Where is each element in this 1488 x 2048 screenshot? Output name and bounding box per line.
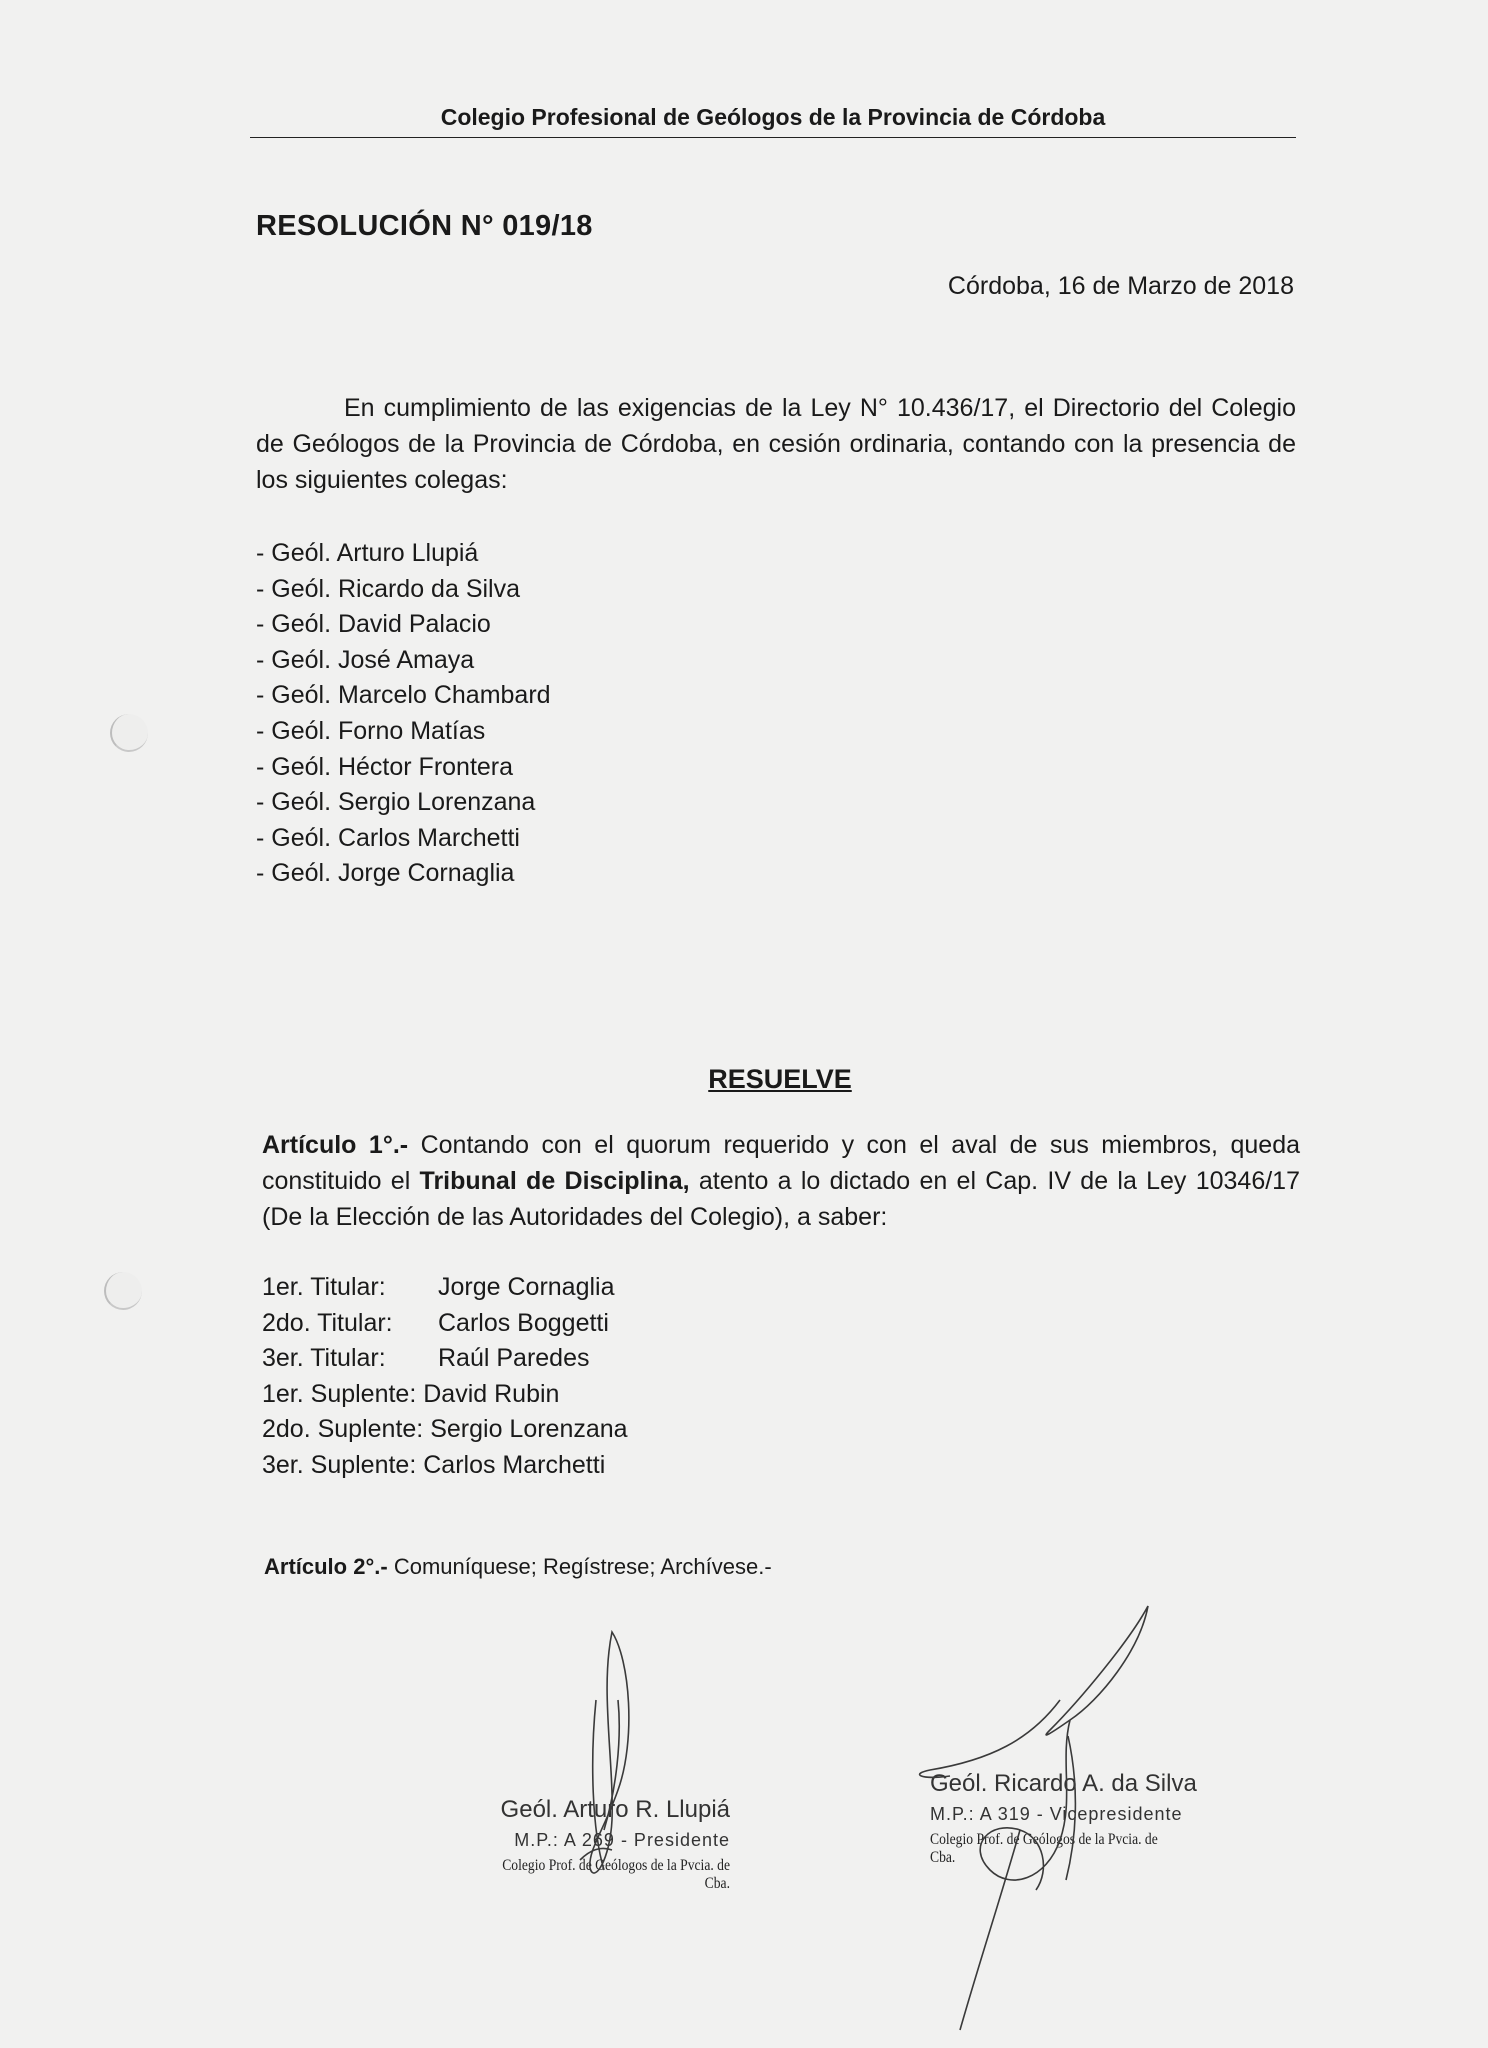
- intro-paragraph: En cumplimiento de las exigencias de la Ley N° 10.436/17, el Directorio del Colegio de Geólogos de la Provincia de Córdoba, en cesión ordinaria, contando con la presencia de los siguientes colegas:: [256, 394, 1296, 494]
- tribunal-role: 3er. Titular:: [262, 1344, 386, 1373]
- signature-block-president: [430, 1796, 730, 1893]
- article-1-text-b: atento a lo dictado en el Cap. IV de la Ley 10346/17 (De la Elección de las Autoridades del Colegio), a saber:: [262, 1166, 1300, 1231]
- tribunal-name: Carlos Marchetti: [423, 1450, 606, 1479]
- resuelve-heading: RESUELVE: [708, 1064, 852, 1094]
- article-1-label: Artículo 1°.-: [262, 1131, 409, 1159]
- tribunal-row: [262, 1270, 628, 1306]
- signer-organization: Colegio Prof. de Geólogos de la Pvcia. de Cba.: [502, 1857, 730, 1892]
- tribunal-row: [262, 1412, 628, 1448]
- signer-registration: M.P.: A 319 - Vicepresidente: [930, 1804, 1183, 1824]
- tribunal-name: Carlos Boggetti: [438, 1308, 609, 1337]
- member-item: - Geól. Jorge Cornaglia: [256, 859, 515, 888]
- tribunal-role: 3er. Suplente:: [262, 1450, 417, 1479]
- tribunal-name: Jorge Cornaglia: [438, 1273, 615, 1301]
- signature-block-vicepresident: [930, 1770, 1200, 1867]
- member-item: - Geól. José Amaya: [256, 645, 475, 674]
- resolution-date: Córdoba, 16 de Marzo de 2018: [947, 272, 1294, 300]
- signer-registration: M.P.: A 269 - Presidente: [514, 1830, 730, 1850]
- punch-hole: [104, 1272, 142, 1310]
- tribunal-role: 2do. Suplente:: [262, 1415, 424, 1444]
- signer-organization: Colegio Prof. de Geólogos de la Pvcia. de Cba.: [930, 1831, 1158, 1866]
- tribunal-role: 2do. Titular:: [262, 1308, 393, 1337]
- member-item: - Geól. Sergio Lorenzana: [256, 788, 536, 817]
- member-item: - Geól. Arturo Llupiá: [256, 539, 479, 567]
- tribunal-name: Sergio Lorenzana: [430, 1415, 628, 1444]
- member-item: - Geól. Forno Matías: [256, 716, 486, 745]
- article-1-text-a: Contando con el quorum requerido y con el aval de sus miembros, queda constituido el: [262, 1131, 1300, 1195]
- tribunal-role: 1er. Titular:: [262, 1273, 386, 1301]
- member-item: - Geól. Héctor Frontera: [256, 752, 514, 781]
- tribunal-name: David Rubin: [423, 1379, 560, 1408]
- tribunal-row: [262, 1377, 628, 1413]
- resolution-title: RESOLUCIÓN N° 019/18: [256, 210, 593, 242]
- member-item: - Geól. Ricardo da Silva: [256, 574, 521, 603]
- punch-hole: [110, 714, 148, 752]
- tribunal-role: 1er. Suplente:: [262, 1379, 417, 1408]
- letterhead: Colegio Profesional de Geólogos de la Provincia de Córdoba: [250, 104, 1296, 138]
- article-1: [262, 1128, 1300, 1235]
- member-item: - Geól. Carlos Marchetti: [256, 823, 520, 852]
- article-2-text: Comuníquese; Regístrese; Archívese.-: [387, 1554, 772, 1579]
- tribunal-row: [262, 1341, 628, 1377]
- tribunal-row: [262, 1306, 628, 1342]
- article-2-label: Artículo 2°.-: [264, 1554, 388, 1579]
- tribunal-name: Raúl Paredes: [438, 1344, 590, 1373]
- signer-name: Geól. Ricardo A. da Silva: [930, 1770, 1197, 1797]
- tribunal-row: [262, 1448, 628, 1484]
- article-2: [264, 1554, 772, 1580]
- member-item: - Geól. Marcelo Chambard: [256, 681, 551, 710]
- member-item: - Geól. David Palacio: [256, 610, 491, 639]
- tribunal-list: [262, 1270, 628, 1484]
- article-1-bold: Tribunal de Disciplina,: [419, 1166, 690, 1195]
- signer-name: Geól. Arturo R. Llupiá: [500, 1796, 730, 1823]
- members-list: [256, 536, 551, 892]
